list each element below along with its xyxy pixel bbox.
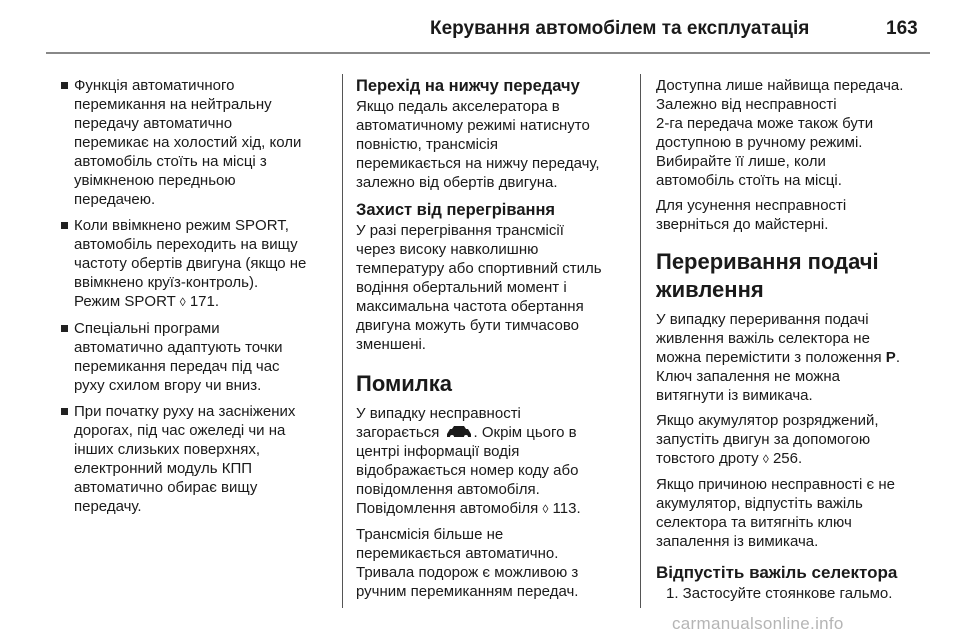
section-title-release-selector: Відпустіть важіль селектора — [656, 563, 898, 582]
paragraph: У випадку несправності загорається . Окрім цього в центрі інформації водія відображається номер коду або повідомлення автомобіля. Повідомлення автомобіля ◊ 113. — [356, 405, 581, 517]
paragraph: У разі перегрівання трансмісії через високу навколишню температуру або спортивний стиль водіння обертальний момент і максимальна частота обертання двигуна можуть бути тимчасово зменшені. — [356, 222, 602, 353]
numbered-step: 1. Застосуйте стоянкове гальмо. — [666, 585, 893, 602]
section-title-fault: Помилка — [356, 371, 452, 396]
section-title-power-interruption: Переривання подачі живлення — [656, 249, 879, 302]
page-reference[interactable]: Режим SPORT ◊ 171. — [74, 293, 220, 310]
page-ref-icon: ◊ — [762, 452, 769, 466]
header-title: Керування автомобілем та експлуатація — [430, 18, 810, 39]
page-number: 163 — [886, 18, 918, 39]
bullet-item: Коли ввімкнено режим SPORT, автомобіль переходить на вищу частоту обертів двигуна (якщо не ввімкнено круїз-контроль). Режим SPORT ◊ 171. — [58, 216, 334, 312]
column-2 — [356, 76, 636, 607]
paragraph: Доступна лише найвища передача. Залежно від несправності 2-га передача може також бути доступною в ручному режимі. Вибирайте її лише, коли автомобіль стоїть на місці. — [656, 77, 904, 189]
page-ref-icon: ◊ — [179, 295, 186, 309]
page-reference[interactable]: Повідомлення автомобіля ◊ 113. — [356, 500, 581, 517]
column-1 — [58, 76, 334, 523]
paragraph: Якщо причиною несправності є не акумулятор, відпустіть важіль селектора та витягніть ключ запалення із вимикача. — [656, 476, 896, 550]
section-title-downshift: Перехід на нижчу передачу — [356, 77, 580, 95]
watermark: carmanualsonline.info — [672, 614, 844, 633]
paragraph: Якщо педаль акселератора в автоматичному режимі натиснуто повністю, трансмісія перемикається на нижчу передачу, залежно від обертів двигуна. — [356, 98, 600, 191]
column-divider-1 — [342, 74, 343, 608]
paragraph: Якщо акумулятор розряджений, запустіть двигун за допомогою товстого дроту ◊ 256. — [656, 412, 879, 467]
column-3 — [656, 76, 946, 609]
section-title-overheat: Захист від перегрівання — [356, 201, 556, 219]
paragraph: Для усунення несправності зверніться до майстерні. — [656, 197, 847, 233]
bullet-item: Функція автоматичного перемикання на нейтральну передачу автоматично перемикає на холостий хід, коли автомобіль стоїть на місці з увімкненою передньою передачею. — [58, 76, 334, 209]
page-ref-icon: ◊ — [542, 502, 549, 516]
bullet-item: Спеціальні програми автоматично адаптують точки перемикання передач під час руху схилом вгору чи вниз. — [58, 319, 334, 395]
column-divider-2 — [640, 74, 641, 608]
paragraph: У випадку переривання подачі живлення важіль селектора не можна перемістити з положення P. Ключ запалення не можна витягнути із вимикача. — [656, 311, 900, 404]
header-rule — [46, 52, 930, 54]
paragraph: Трансмісія більше не перемикається автоматично. Тривала подорож є можливою з ручним перемиканням передач. — [356, 526, 579, 600]
transmission-fault-icon — [444, 425, 474, 439]
bullet-item: При початку руху на засніжених дорогах, під час ожеледі чи на інших слизьких поверхнях, електронний модуль КПП автоматично обирає вищу передачу. — [58, 402, 334, 516]
page-reference[interactable]: товстого дроту ◊ 256. — [656, 450, 803, 467]
